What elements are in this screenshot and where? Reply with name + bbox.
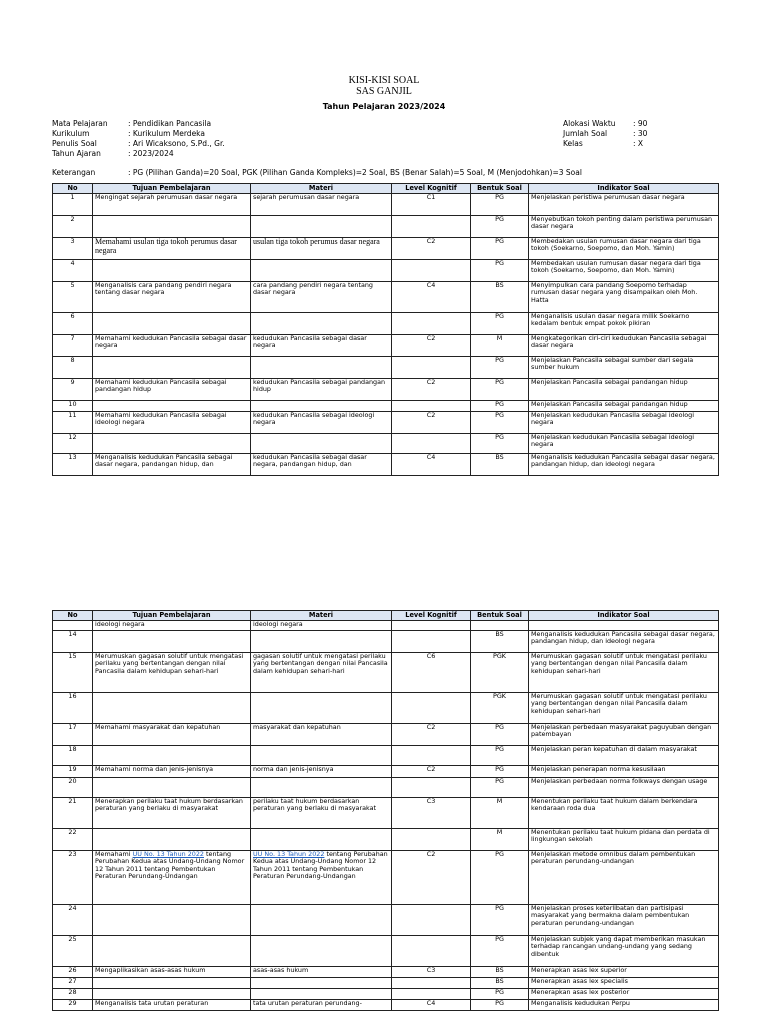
cell-tujuan: Menerapkan perilaku taat hukum berdasarkan peraturan yang berlaku di masyarakat [93, 798, 251, 829]
cell-no: 27 [53, 978, 93, 989]
cell-level [392, 260, 471, 282]
cell-tujuan: Merumuskan gagasan solutif untuk mengatasi perilaku yang bertentangan dengan nilai Pancasila dalam kehidupan sehari-hari [93, 653, 251, 693]
meta-value: : 90 [633, 119, 648, 128]
table-row [53, 454, 719, 476]
cell-level: C2 [392, 766, 471, 778]
cell-bentuk: M [471, 798, 529, 829]
cell-tujuan [93, 778, 251, 798]
cell-materi [251, 936, 392, 967]
meta-label: Jumlah Soal [563, 129, 608, 138]
cell-level: C6 [392, 653, 471, 693]
cell-tujuan [93, 936, 251, 967]
cell-tujuan [93, 434, 251, 454]
meta-left [52, 119, 225, 159]
tujuan-text: Memahami [95, 850, 133, 858]
cell-materi [251, 829, 392, 851]
cell-tujuan [93, 631, 251, 653]
cell-no: 28 [53, 989, 93, 1000]
table-row [53, 967, 719, 978]
table-row [53, 1000, 719, 1011]
cell-level [392, 693, 471, 724]
cell-bentuk: PG [471, 260, 529, 282]
table-row [53, 829, 719, 851]
table-row [53, 238, 719, 260]
cell-bentuk: BS [471, 978, 529, 989]
cell-bentuk: PG [471, 851, 529, 905]
table-row [53, 798, 719, 829]
cell-tujuan: Menganalisis tata urutan peraturan [93, 1000, 251, 1011]
cell-no: 2 [53, 216, 93, 238]
cell-level [392, 746, 471, 766]
cell-bentuk: BS [471, 631, 529, 653]
cell-level: C2 [392, 851, 471, 905]
cell-no: 22 [53, 829, 93, 851]
cell-level [392, 357, 471, 379]
cell-materi: kedudukan Pancasila sebagai dasar negara [251, 335, 392, 357]
cell-bentuk: PG [471, 313, 529, 335]
cell-indikator: Menjelaskan peran kepatuhan di dalam masyarakat [529, 746, 719, 766]
cell-indikator: Menganalisis kedudukan Pancasila sebagai dasar negara, pandangan hidup, dan ideologi negara [529, 631, 719, 653]
cell-bentuk: BS [471, 282, 529, 313]
cell-indikator: Menjelaskan perbedaan norma folkways dengan usage [529, 778, 719, 798]
cell-bentuk: PG [471, 936, 529, 967]
meta-value: : 30 [633, 129, 648, 138]
cell-indikator: Menjelaskan Pancasila sebagai pandangan hidup [529, 401, 719, 412]
table-row [53, 335, 719, 357]
cell-bentuk: PG [471, 1000, 529, 1011]
cell-level: C3 [392, 798, 471, 829]
meta-value: : 2023/2024 [128, 149, 174, 158]
academic-year-heading: Tahun Pelajaran 2023/2024 [322, 102, 446, 111]
cell-level [392, 401, 471, 412]
cell-no: 18 [53, 746, 93, 766]
cell-level [392, 313, 471, 335]
cell-level: C1 [392, 194, 471, 216]
cell-no: 6 [53, 313, 93, 335]
cell-level [392, 434, 471, 454]
table-row [53, 978, 719, 989]
cell-no: 19 [53, 766, 93, 778]
cell-tujuan: Mengaplikasikan asas-asas hukum [93, 967, 251, 978]
meta-label: Kelas [563, 139, 583, 148]
cell-indikator: Membedakan usulan rumusan dasar negara dari tiga tokoh (Soekarno, Soepomo, dan Moh. Yamin) [529, 238, 719, 260]
cell-no: 21 [53, 798, 93, 829]
cell-tujuan [93, 357, 251, 379]
cell-indikator: Menjelaskan subjek yang dapat memberikan masukan terhadap rancangan undang-undang yang sedang dibentuk [529, 936, 719, 967]
cell-indikator: Mengkategorikan ciri-ciri kedudukan Pancasila sebagai dasar negara [529, 335, 719, 357]
cell-indikator: Menerapkan asas lex specialis [529, 978, 719, 989]
cell-tujuan [93, 313, 251, 335]
table-row [53, 260, 719, 282]
meta-value: : Ari Wicaksono, S.Pd., Gr. [128, 139, 225, 148]
cell-materi [251, 989, 392, 1000]
column-header-materi: Materi [251, 611, 392, 621]
cell-indikator: Menjelaskan kedudukan Pancasila sebagai ideologi negara [529, 434, 719, 454]
cell-indikator: Menjelaskan penerapan norma kesusilaan [529, 766, 719, 778]
cell-materi [251, 216, 392, 238]
cell-no: 5 [53, 282, 93, 313]
cell-indikator: Menjelaskan Pancasila sebagai pandangan hidup [529, 379, 719, 401]
cell-bentuk: PG [471, 216, 529, 238]
cell-no: 12 [53, 434, 93, 454]
table-row-continuation [53, 621, 719, 631]
column-header-level: Level Kognitif [392, 184, 471, 194]
cell-level [392, 936, 471, 967]
cell-tujuan [93, 989, 251, 1000]
cell-tujuan: Memahami masyarakat dan kepatuhan [93, 724, 251, 746]
table-row [53, 851, 719, 905]
cell-indikator: Menganalisis kedudukan Pancasila sebagai dasar negara, pandangan hidup, dan ideologi negara [529, 454, 719, 476]
cell-level [392, 621, 471, 631]
cell-no: 15 [53, 653, 93, 693]
keterangan-label: Keterangan [52, 168, 96, 177]
cell-tujuan [93, 401, 251, 412]
column-header-bentuk: Bentuk Soal [471, 184, 529, 194]
table-row [53, 905, 719, 936]
cell-tujuan [93, 829, 251, 851]
cell-level: C2 [392, 335, 471, 357]
column-header-tujuan: Tujuan Pembelajaran [93, 184, 251, 194]
cell-tujuan: Menganalisis kedudukan Pancasila sebagai dasar negara, pandangan hidup, dan [93, 454, 251, 476]
cell-bentuk: PG [471, 778, 529, 798]
cell-materi: kedudukan Pancasila sebagai dasar negara, pandangan hidup, dan [251, 454, 392, 476]
cell-bentuk: BS [471, 454, 529, 476]
cell-indikator: Menyimpulkan cara pandang Soepomo terhadap rumusan dasar negara yang disampaikan oleh Moh. Hatta [529, 282, 719, 313]
cell-no: 4 [53, 260, 93, 282]
cell-no: 8 [53, 357, 93, 379]
cell-indikator: Menentukan perilaku taat hukum dalam berkendara kendaraan roda dua [529, 798, 719, 829]
cell-bentuk [471, 621, 529, 631]
column-header-tujuan: Tujuan Pembelajaran [93, 611, 251, 621]
cell-indikator: Menganalisis kedudukan Perpu [529, 1000, 719, 1011]
cell-bentuk: PG [471, 746, 529, 766]
table-header [53, 184, 719, 194]
cell-bentuk: PG [471, 379, 529, 401]
table-row [53, 216, 719, 238]
table-row [53, 746, 719, 766]
cell-bentuk: PGK [471, 693, 529, 724]
cell-bentuk: PG [471, 766, 529, 778]
cell-indikator: Menyebutkan tokoh penting dalam peristiwa perumusan dasar negara [529, 216, 719, 238]
cell-no: 13 [53, 454, 93, 476]
keterangan-value: : PG (Pilihan Ganda)=20 Soal, PGK (Pilihan Ganda Kompleks)=2 Soal, BS (Benar Salah)=5 Soal, M (Menjodohkan)=3 Soal [128, 168, 582, 177]
column-header-materi: Materi [251, 184, 392, 194]
cell-indikator [529, 621, 719, 631]
cell-bentuk: PG [471, 401, 529, 412]
cell-tujuan: Memahami kedudukan Pancasila sebagai pandangan hidup [93, 379, 251, 401]
cell-level [392, 978, 471, 989]
cell-indikator: Menjelaskan metode omnibus dalam pembentukan peraturan perundang-undangan [529, 851, 719, 905]
column-header-indikator: Indikator Soal [529, 184, 719, 194]
cell-level: C2 [392, 724, 471, 746]
column-header-bentuk: Bentuk Soal [471, 611, 529, 621]
cell-materi [251, 905, 392, 936]
uu-link[interactable]: UU No. 13 Tahun 2022 [132, 850, 204, 858]
table-row [53, 653, 719, 693]
cell-no: 16 [53, 693, 93, 724]
cell-indikator: Menerapkan asas lex superior [529, 967, 719, 978]
table-row [53, 194, 719, 216]
cell-bentuk: PG [471, 238, 529, 260]
cell-materi: ideologi negara [251, 621, 392, 631]
meta-label: Kurikulum [52, 129, 90, 138]
document-subtitle: SAS GANJIL [356, 86, 412, 97]
cell-indikator: Menjelaskan proses keterlibatan dan partisipasi masyarakat yang bermakna dalam pembentukan peraturan perundang-undangan [529, 905, 719, 936]
cell-level [392, 216, 471, 238]
meta-right [563, 119, 647, 149]
document-title: KISI-KISI SOAL [348, 75, 420, 86]
cell-tujuan [93, 978, 251, 989]
cell-level [392, 829, 471, 851]
cell-tujuan [93, 746, 251, 766]
cell-no [53, 621, 93, 631]
cell-level: C4 [392, 1000, 471, 1011]
cell-level [392, 778, 471, 798]
table-row [53, 434, 719, 454]
cell-materi: sejarah perumusan dasar negara [251, 194, 392, 216]
cell-materi: usulan tiga tokoh perumus dasar negara [251, 238, 392, 260]
cell-bentuk: PG [471, 989, 529, 1000]
table-row [53, 936, 719, 967]
cell-bentuk: PG [471, 724, 529, 746]
cell-indikator: Merumuskan gagasan solutif untuk mengatasi perilaku yang bertentangan dengan nilai Pancasila dalam kehidupan sehari-hari [529, 693, 719, 724]
cell-no: 29 [53, 1000, 93, 1011]
cell-no: 3 [53, 238, 93, 260]
table-row [53, 379, 719, 401]
cell-indikator: Menerapkan asas lex posterior [529, 989, 719, 1000]
cell-bentuk: PGK [471, 653, 529, 693]
cell-indikator: Merumuskan gagasan solutif untuk mengatasi perilaku yang bertentangan dengan nilai Pancasila dalam kehidupan sehari-hari [529, 653, 719, 693]
cell-materi [251, 851, 392, 905]
cell-tujuan [93, 905, 251, 936]
cell-level: C4 [392, 282, 471, 313]
cell-tujuan [93, 260, 251, 282]
uu-link[interactable]: UU No. 13 Tahun 2022 [253, 850, 325, 858]
cell-level: C2 [392, 379, 471, 401]
table-row [53, 766, 719, 778]
table-row [53, 412, 719, 434]
cell-materi: gagasan solutif untuk mengatasi perilaku yang bertentangan dengan nilai Pancasila dalam kehidupan sehari-hari [251, 653, 392, 693]
table-row [53, 778, 719, 798]
cell-materi: asas-asas hukum [251, 967, 392, 978]
table-row [53, 401, 719, 412]
meta-value: : Kurikulum Merdeka [128, 129, 205, 138]
column-header-indikator: Indikator Soal [529, 611, 719, 621]
cell-tujuan: ideologi negara [93, 621, 251, 631]
cell-no: 20 [53, 778, 93, 798]
cell-no: 1 [53, 194, 93, 216]
cell-no: 10 [53, 401, 93, 412]
meta-label: Alokasi Waktu [563, 119, 616, 128]
cell-no: 9 [53, 379, 93, 401]
cell-materi: cara pandang pendiri negara tentang dasar negara [251, 282, 392, 313]
cell-materi: kedudukan Pancasila sebagai pandangan hidup [251, 379, 392, 401]
cell-materi [251, 631, 392, 653]
table-row [53, 282, 719, 313]
meta-label: Penulis Soal [52, 139, 97, 148]
cell-level: C3 [392, 967, 471, 978]
meta-value: : Pendidikan Pancasila [128, 119, 212, 128]
cell-tujuan: Menganalisis cara pandang pendiri negara tentang dasar negara [93, 282, 251, 313]
column-header-level: Level Kognitif [392, 611, 471, 621]
cell-materi: tata urutan peraturan perundang- [251, 1000, 392, 1011]
meta-value: : X [633, 139, 644, 148]
cell-materi [251, 978, 392, 989]
kisi-kisi-table-page2 [52, 610, 719, 1011]
cell-tujuan: Memahami usulan tiga tokoh perumus dasar negara [93, 238, 251, 260]
cell-materi [251, 434, 392, 454]
cell-bentuk: PG [471, 357, 529, 379]
table-row [53, 631, 719, 653]
cell-materi: kedudukan Pancasila sebagai ideologi negara [251, 412, 392, 434]
cell-materi [251, 357, 392, 379]
cell-indikator: Menjelaskan perbedaan masyarakat paguyuban dengan patembayan [529, 724, 719, 746]
cell-level [392, 989, 471, 1000]
column-header-no: No [53, 611, 93, 621]
cell-indikator: Menjelaskan Pancasila sebagai sumber dari segala sumber hukum [529, 357, 719, 379]
cell-no: 7 [53, 335, 93, 357]
column-header-no: No [53, 184, 93, 194]
cell-tujuan: Memahami kedudukan Pancasila sebagai dasar negara [93, 335, 251, 357]
table-row [53, 724, 719, 746]
cell-materi [251, 693, 392, 724]
cell-materi: masyarakat dan kepatuhan [251, 724, 392, 746]
cell-materi [251, 778, 392, 798]
cell-level: C2 [392, 412, 471, 434]
cell-indikator: Menjelaskan kedudukan Pancasila sebagai ideologi negara [529, 412, 719, 434]
cell-tujuan: Mengingat sejarah perumusan dasar negara [93, 194, 251, 216]
cell-materi [251, 313, 392, 335]
cell-no: 14 [53, 631, 93, 653]
cell-no: 11 [53, 412, 93, 434]
cell-materi: perilaku taat hukum berdasarkan peraturan yang berlaku di masyarakat [251, 798, 392, 829]
cell-level [392, 905, 471, 936]
tujuan-text: tentang Perubahan Kedua atas Undang-Undang Nomor 12 Tahun 2011 tentang Pembentukan Peraturan Perundang-Undangan [95, 850, 245, 881]
table-row [53, 693, 719, 724]
kisi-kisi-table-page1 [52, 183, 719, 476]
meta-label: Tahun Ajaran [52, 149, 101, 158]
cell-materi: norma dan jenis-jenisnya [251, 766, 392, 778]
cell-bentuk: BS [471, 967, 529, 978]
cell-tujuan [93, 216, 251, 238]
cell-indikator: Menganalisis usulan dasar negara milik Soekarno kedalam bentuk empat pokok pikiran [529, 313, 719, 335]
cell-no: 26 [53, 967, 93, 978]
cell-bentuk: PG [471, 412, 529, 434]
cell-indikator: Menentukan perilaku taat hukum pidana dan perdata di lingkungan sekolah [529, 829, 719, 851]
cell-tujuan: Memahami kedudukan Pancasila sebagai ideologi negara [93, 412, 251, 434]
cell-materi [251, 746, 392, 766]
cell-level: C2 [392, 238, 471, 260]
cell-bentuk: M [471, 829, 529, 851]
keterangan [52, 168, 582, 178]
table-row [53, 357, 719, 379]
cell-no: 24 [53, 905, 93, 936]
cell-tujuan [93, 693, 251, 724]
cell-bentuk: PG [471, 905, 529, 936]
cell-tujuan [93, 851, 251, 905]
cell-tujuan: Memahami norma dan jenis-jenisnya [93, 766, 251, 778]
table-row [53, 313, 719, 335]
cell-materi [251, 260, 392, 282]
cell-no: 25 [53, 936, 93, 967]
cell-bentuk: PG [471, 194, 529, 216]
cell-no: 17 [53, 724, 93, 746]
cell-no: 23 [53, 851, 93, 905]
table-row [53, 989, 719, 1000]
cell-bentuk: M [471, 335, 529, 357]
cell-indikator: Membedakan usulan rumusan dasar negara dari tiga tokoh (Soekarno, Soepomo, dan Moh. Yamin) [529, 260, 719, 282]
cell-indikator: Menjelaskan peristiwa perumusan dasar negara [529, 194, 719, 216]
materi-text: tentang Perubahan Kedua atas Undang-Undang Nomor 12 Tahun 2011 tentang Pembentukan Peraturan Perundang-Undangan [253, 850, 388, 881]
meta-label: Mata Pelajaran [52, 119, 108, 128]
cell-level [392, 631, 471, 653]
table-header [53, 611, 719, 621]
cell-materi [251, 401, 392, 412]
cell-level: C4 [392, 454, 471, 476]
cell-bentuk: PG [471, 434, 529, 454]
